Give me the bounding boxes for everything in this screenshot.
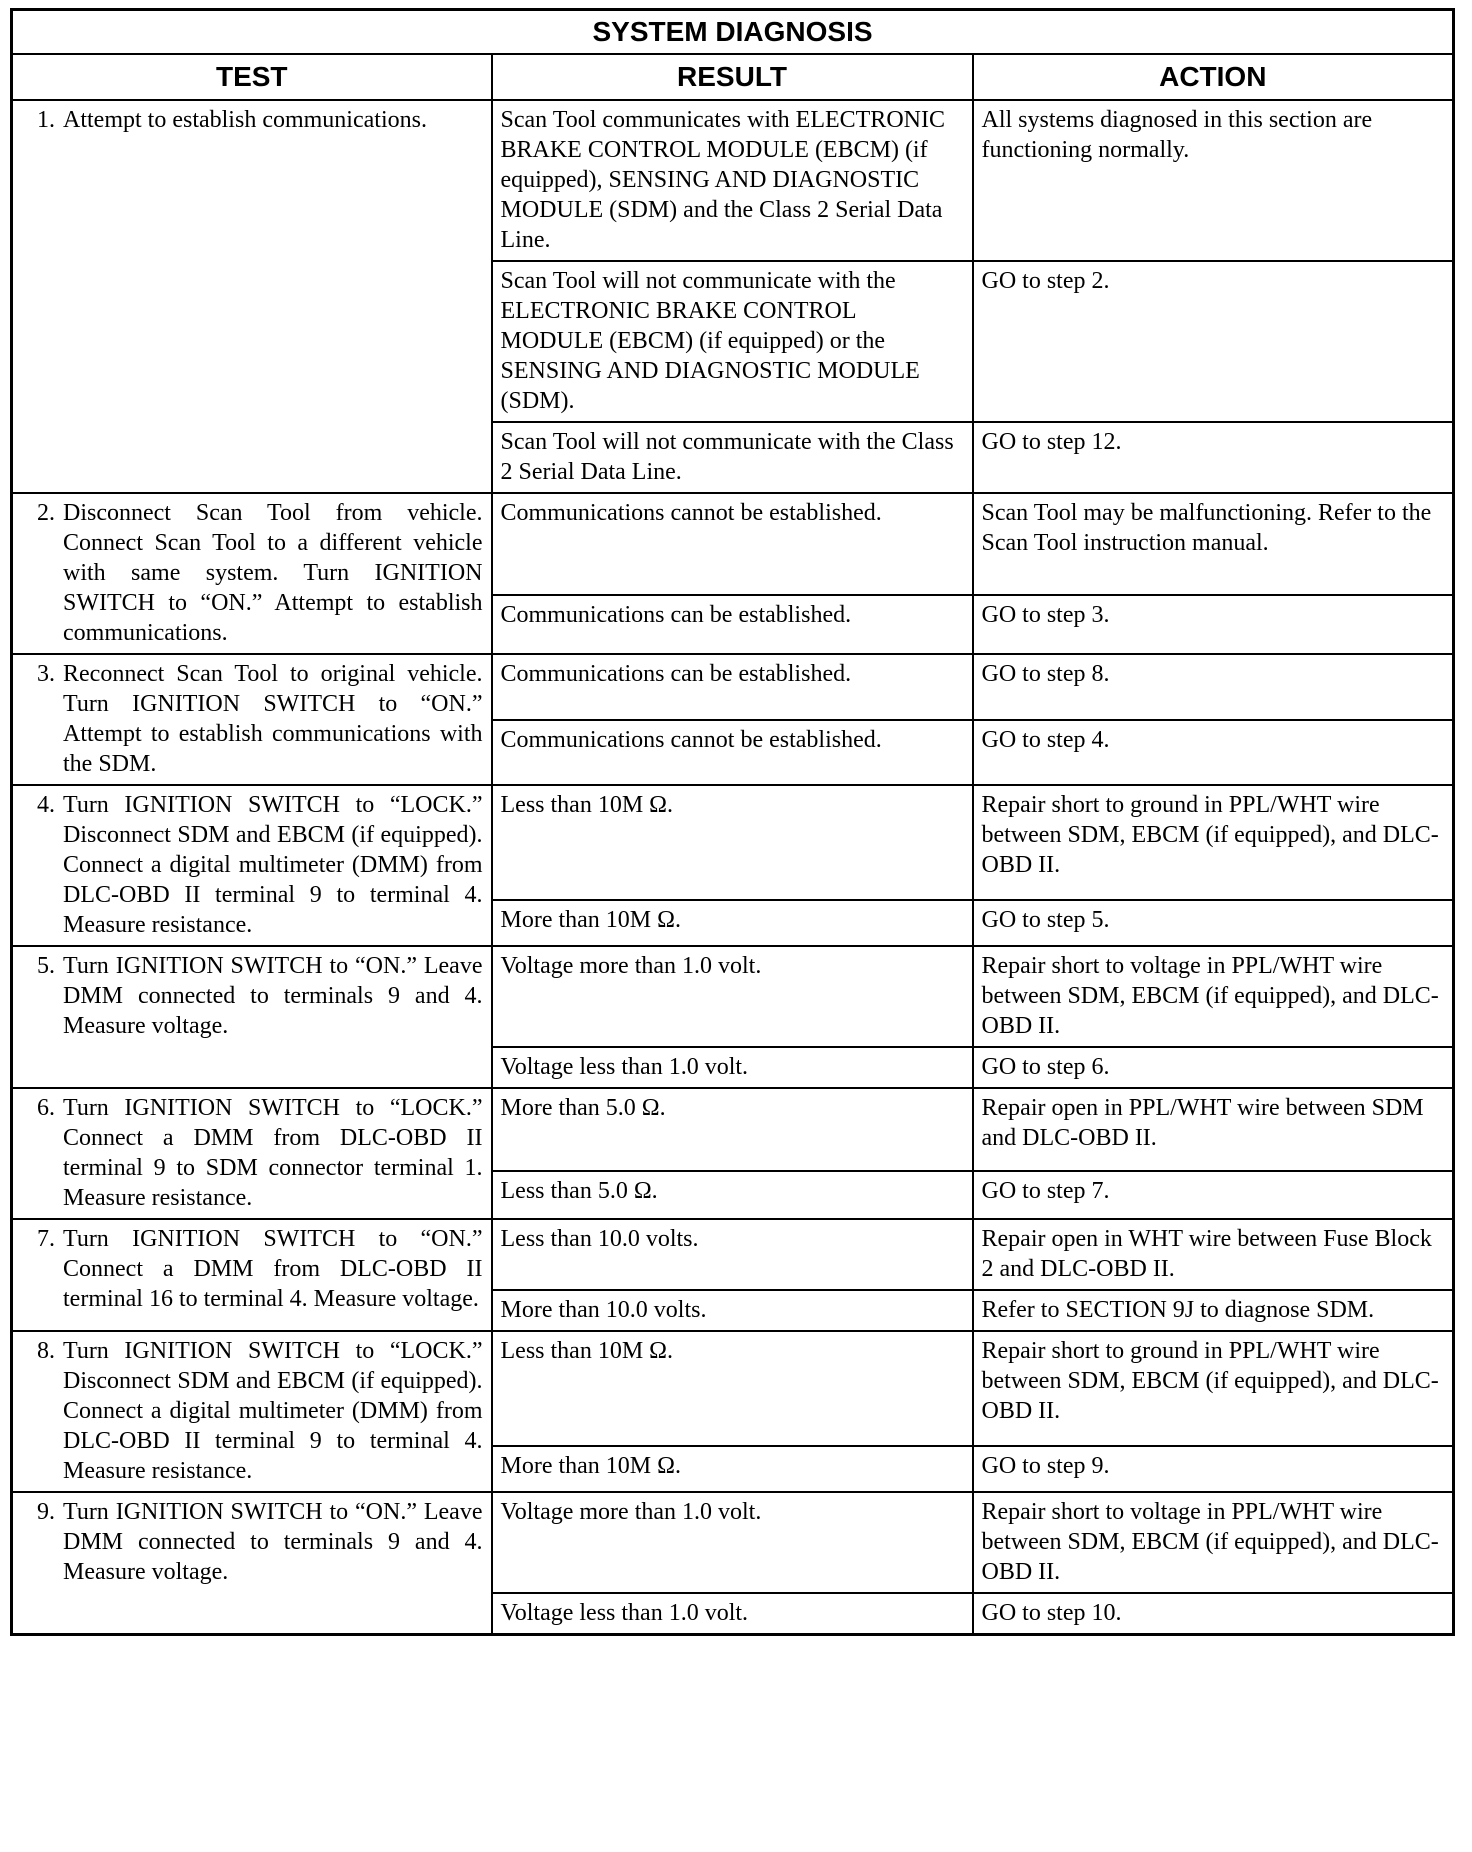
- action-cell: Repair open in PPL/WHT wire between SDM and DLC-OBD II.: [973, 1088, 1454, 1171]
- table-title: SYSTEM DIAGNOSIS: [12, 10, 1454, 55]
- step-number: 6.: [37, 1095, 55, 1121]
- header-result: RESULT: [492, 54, 973, 100]
- step-test-text: Turn IGNITION SWITCH to “ON.” Leave DMM connected to terminals 9 and 4. Measure voltage.: [63, 1499, 483, 1585]
- step-number: 3.: [37, 661, 55, 687]
- action-cell: GO to step 5.: [973, 900, 1454, 947]
- result-cell: Voltage more than 1.0 volt.: [492, 946, 973, 1047]
- table-row: [12, 1088, 1454, 1171]
- result-cell: More than 10M Ω.: [492, 900, 973, 947]
- test-cell-step-8: [12, 1331, 492, 1492]
- step-test-text: Turn IGNITION SWITCH to “LOCK.” Connect a DMM from DLC-OBD II terminal 9 to SDM connector terminal 1. Measure resistance.: [63, 1095, 483, 1211]
- step-number: 5.: [37, 953, 55, 979]
- action-cell: GO to step 12.: [973, 422, 1454, 493]
- result-cell: Voltage more than 1.0 volt.: [492, 1492, 973, 1593]
- action-cell: All systems diagnosed in this section are functioning normally.: [973, 100, 1454, 261]
- result-cell: Communications cannot be established.: [492, 720, 973, 786]
- test-cell-step-4: [12, 785, 492, 946]
- action-cell: GO to step 4.: [973, 720, 1454, 786]
- action-cell: GO to step 7.: [973, 1171, 1454, 1219]
- result-cell: Less than 5.0 Ω.: [492, 1171, 973, 1219]
- result-cell: Scan Tool will not communicate with the ELECTRONIC BRAKE CONTROL MODULE (EBCM) (if equipped) or the SENSING AND DIAGNOSTIC MODULE (SDM).: [492, 261, 973, 422]
- step-number: 7.: [37, 1226, 55, 1252]
- test-cell-step-7: [12, 1219, 492, 1331]
- step-test-text: Reconnect Scan Tool to original vehicle. Turn IGNITION SWITCH to “ON.” Attempt to establish communications with the SDM.: [63, 661, 483, 777]
- test-step: [21, 498, 483, 648]
- step-test-text: Attempt to establish communications.: [63, 107, 427, 133]
- step-test-text: Turn IGNITION SWITCH to “ON.” Connect a DMM from DLC-OBD II terminal 16 to terminal 4. Measure voltage.: [63, 1226, 483, 1312]
- result-cell: Communications can be established.: [492, 654, 973, 720]
- system-diagnosis-table: [10, 8, 1455, 1636]
- result-cell: Less than 10M Ω.: [492, 785, 973, 900]
- step-test-text: Disconnect Scan Tool from vehicle. Connect Scan Tool to a different vehicle with same system. Turn IGNITION SWITCH to “ON.” Attempt to establish communications.: [63, 500, 483, 646]
- action-cell: Repair short to voltage in PPL/WHT wire between SDM, EBCM (if equipped), and DLC-OBD II.: [973, 946, 1454, 1047]
- result-cell: Communications cannot be established.: [492, 493, 973, 595]
- table-row: [12, 1492, 1454, 1593]
- action-cell: Scan Tool may be malfunctioning. Refer to the Scan Tool instruction manual.: [973, 493, 1454, 595]
- result-cell: Scan Tool communicates with ELECTRONIC BRAKE CONTROL MODULE (EBCM) (if equipped), SENSING AND DIAGNOSTIC MODULE (SDM) and the Class 2 Serial Data Line.: [492, 100, 973, 261]
- result-cell: More than 10.0 volts.: [492, 1290, 973, 1331]
- result-cell: Voltage less than 1.0 volt.: [492, 1047, 973, 1088]
- step-number: 4.: [37, 792, 55, 818]
- test-cell-step-6: [12, 1088, 492, 1219]
- test-step: [21, 1224, 483, 1314]
- table-row: [12, 1219, 1454, 1290]
- result-cell: Communications can be established.: [492, 595, 973, 654]
- action-cell: Repair short to voltage in PPL/WHT wire between SDM, EBCM (if equipped), and DLC-OBD II.: [973, 1492, 1454, 1593]
- test-step: [21, 790, 483, 940]
- action-cell: Refer to SECTION 9J to diagnose SDM.: [973, 1290, 1454, 1331]
- action-cell: Repair short to ground in PPL/WHT wire between SDM, EBCM (if equipped), and DLC-OBD II.: [973, 1331, 1454, 1446]
- test-cell-step-2: [12, 493, 492, 654]
- test-cell-step-3: [12, 654, 492, 785]
- action-cell: GO to step 10.: [973, 1593, 1454, 1635]
- test-cell-step-1: [12, 100, 492, 493]
- step-number: 1.: [37, 107, 55, 133]
- test-cell-step-9: [12, 1492, 492, 1635]
- result-cell: More than 5.0 Ω.: [492, 1088, 973, 1171]
- table-row: [12, 1331, 1454, 1446]
- header-test: TEST: [12, 54, 492, 100]
- step-test-text: Turn IGNITION SWITCH to “LOCK.” Disconnect SDM and EBCM (if equipped). Connect a digital multimeter (DMM) from DLC-OBD II terminal 9 to terminal 4. Measure resistance.: [63, 792, 483, 938]
- action-cell: Repair short to ground in PPL/WHT wire between SDM, EBCM (if equipped), and DLC-OBD II.: [973, 785, 1454, 900]
- step-test-text: Turn IGNITION SWITCH to “ON.” Leave DMM connected to terminals 9 and 4. Measure voltage.: [63, 953, 483, 1039]
- header-row: [12, 54, 1454, 100]
- test-step: [21, 1336, 483, 1486]
- result-cell: Voltage less than 1.0 volt.: [492, 1593, 973, 1635]
- result-cell: More than 10M Ω.: [492, 1446, 973, 1493]
- test-step: [21, 659, 483, 779]
- table-body: [12, 100, 1454, 1635]
- action-cell: GO to step 2.: [973, 261, 1454, 422]
- action-cell: Repair open in WHT wire between Fuse Block 2 and DLC-OBD II.: [973, 1219, 1454, 1290]
- result-cell: Less than 10.0 volts.: [492, 1219, 973, 1290]
- table-row: [12, 654, 1454, 720]
- action-cell: GO to step 3.: [973, 595, 1454, 654]
- diagnosis-sheet: [10, 8, 1452, 1636]
- test-step: [21, 951, 483, 1041]
- test-step: [21, 1093, 483, 1213]
- action-cell: GO to step 6.: [973, 1047, 1454, 1088]
- test-cell-step-5: [12, 946, 492, 1088]
- step-test-text: Turn IGNITION SWITCH to “LOCK.” Disconnect SDM and EBCM (if equipped). Connect a digital multimeter (DMM) from DLC-OBD II terminal 9 to terminal 4. Measure resistance.: [63, 1338, 483, 1484]
- table-row: [12, 946, 1454, 1047]
- title-row: [12, 10, 1454, 55]
- test-step: [21, 1497, 483, 1587]
- result-cell: Less than 10M Ω.: [492, 1331, 973, 1446]
- table-row: [12, 493, 1454, 595]
- step-number: 9.: [37, 1499, 55, 1525]
- step-number: 2.: [37, 500, 55, 526]
- action-cell: GO to step 8.: [973, 654, 1454, 720]
- table-row: [12, 100, 1454, 261]
- result-cell: Scan Tool will not communicate with the Class 2 Serial Data Line.: [492, 422, 973, 493]
- header-action: ACTION: [973, 54, 1454, 100]
- action-cell: GO to step 9.: [973, 1446, 1454, 1493]
- step-number: 8.: [37, 1338, 55, 1364]
- table-row: [12, 785, 1454, 900]
- test-step: [21, 105, 483, 135]
